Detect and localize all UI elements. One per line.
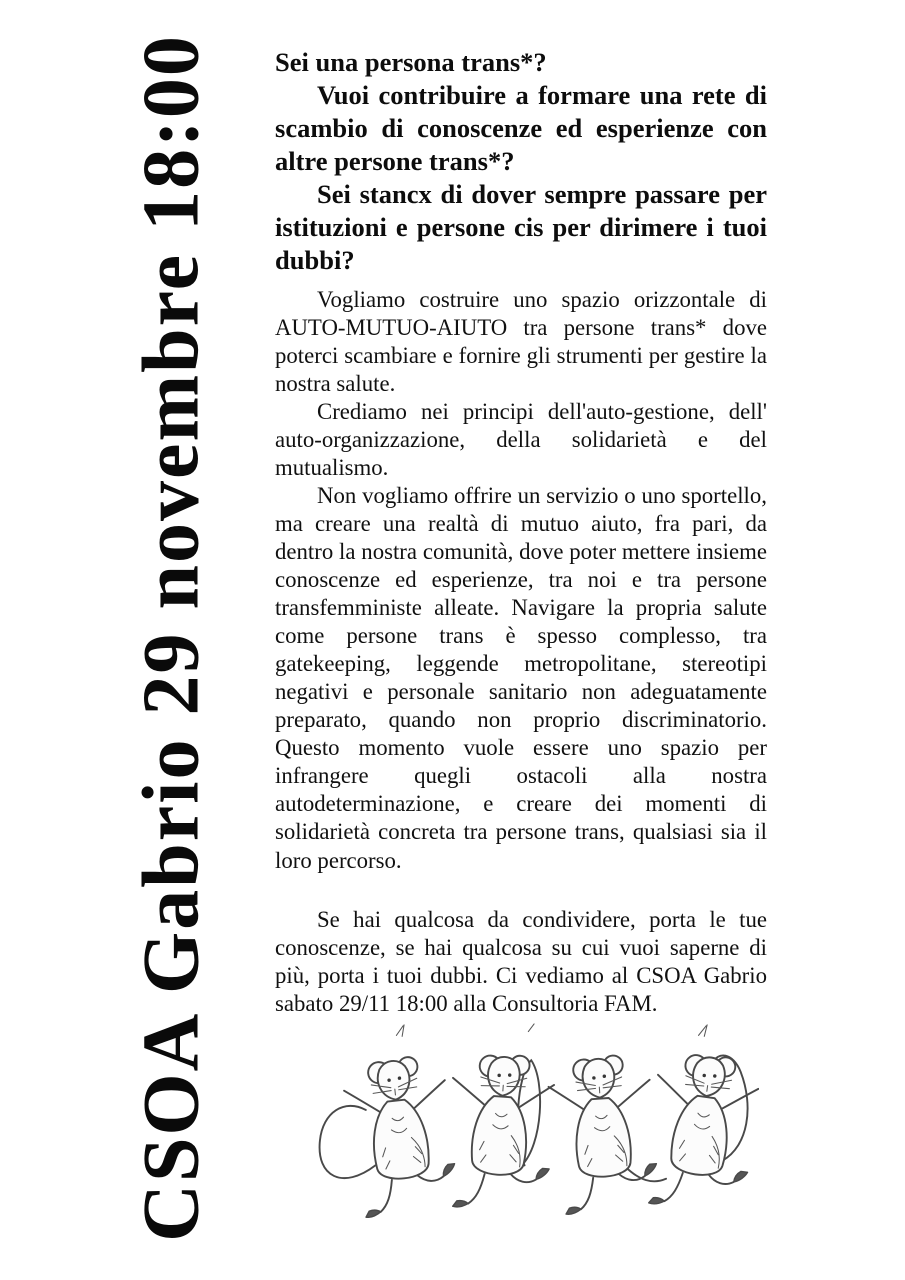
- dancing-mice-illustration: [313, 1022, 759, 1218]
- dancing-mice-icon: [313, 1022, 759, 1218]
- event-title-vertical: CSOA Gabrio 29 novembre 18:00: [127, 34, 216, 1242]
- body-paragraph-2: Crediamo nei principi dell'auto-gestione, dell' auto-organizzazione, della solidarietà e del mutualismo.: [275, 399, 767, 481]
- closing-paragraph: Se hai qualcosa da condividere, porta le tue conoscenze, se hai qualcosa su cui vuoi saperne di più, porta i tuoi dubbi. Ci vediamo al CSOA Gabrio sabato 29/11 18:00 alla Consultoria FAM.: [275, 906, 767, 1016]
- intro-question-3: Sei stancx di dover sempre passare per istituzioni e persone cis per dirimere i tuoi dubbi?: [275, 178, 767, 275]
- flyer-text-column: [275, 46, 767, 1218]
- intro-question-2: Vuoi contribuire a formare una rete di scambio di conoscenze ed esperienze con altre persone trans*?: [275, 79, 767, 176]
- body-paragraph-1: Vogliamo costruire uno spazio orizzontale di AUTO-MUTUO-AIUTO tra persone trans* dove poterci scambiare e fornire gli strumenti per gestire la nostra salute.: [275, 286, 767, 396]
- intro-question-1: Sei una persona trans*?: [275, 47, 547, 77]
- body-paragraph-3: Non vogliamo offrire un servizio o uno sportello, ma creare una realtà di mutuo aiuto, fra pari, da dentro la nostra comunità, dove poter mettere insieme conoscenze ed esperienze, tra noi e tra persone transfemministe alleate. Navigare la propria salute come persone trans è spesso complesso, tra gatekeeping, leggende metropolitane, stereotipi negativi e personale sanitario non adeguatamente preparato, quando non proprio discriminatorio. Questo momento vuole essere uno spazio per infrangere quegli ostacoli alla nostra autodeterminazione, e creare dei momenti di solidarietà concreta tra persone trans, qualsiasi sia il loro percorso.: [275, 483, 767, 873]
